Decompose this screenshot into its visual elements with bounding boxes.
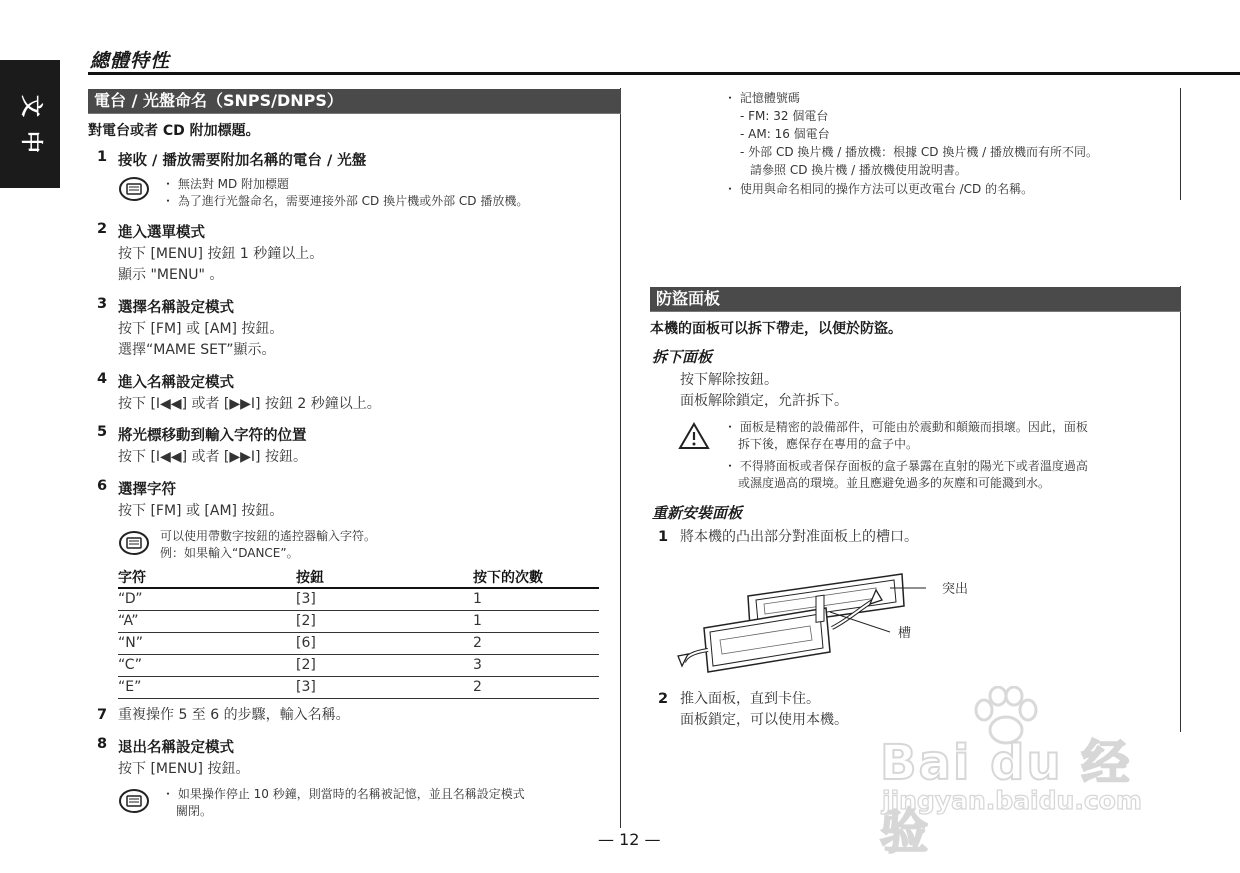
table-cell: 2: [473, 632, 599, 654]
step-line: 按下 [FM] 或 [AM] 按鈕。: [118, 321, 284, 337]
table-row: [118, 610, 599, 632]
table-row: [118, 588, 599, 610]
column-divider-bottom: [1180, 286, 1181, 732]
remove-line: 按下解除按鈕。: [680, 372, 778, 388]
table-cell: “D”: [118, 588, 296, 610]
step-title: 進入選單模式: [118, 225, 205, 241]
column-divider: [620, 88, 621, 828]
step-title: 退出名稱設定模式: [118, 740, 234, 756]
table-cell: 2: [473, 676, 599, 698]
step-line: 按下 [I◀◀] 或者 [▶▶I] 按鈕。: [118, 449, 307, 465]
table-cell: “E”: [118, 676, 296, 698]
note-line: ・ 如果操作停止 10 秒鐘，則當時的名稱被記憶，並且名稱設定模式: [162, 787, 525, 801]
table-cell: “N”: [118, 632, 296, 654]
step-number: 2: [658, 691, 669, 707]
memory-note: ・ 使用與命名相同的操作方法可以更改電台 /CD 的名稱。: [724, 182, 1034, 196]
language-char: 文: [17, 94, 43, 118]
note-icon: [118, 176, 150, 202]
step-line: 按下 [MENU] 按鈕 1 秒鐘以上。: [118, 246, 324, 262]
table-cell: 1: [473, 588, 599, 610]
step-line: 推入面板，直到卡住。: [680, 691, 820, 707]
table-header-row: [118, 567, 599, 588]
note-icon: [118, 530, 150, 556]
step-number: 5: [97, 424, 108, 440]
note-line: ・ 無法對 MD 附加標題: [162, 177, 290, 191]
header-rule: [88, 72, 1240, 75]
section-intro: 對電台或者 CD 附加標題。: [88, 123, 260, 139]
warning-line: ・ 不得將面板或者保存面板的盒子暴露在直射的陽光下或者溫度過高: [724, 459, 1088, 473]
step-line: 顯示 "MENU" 。: [118, 267, 224, 283]
page-title: 總體特性: [90, 50, 171, 72]
step-title: 選擇名稱設定模式: [118, 300, 234, 316]
table-cell: [3]: [296, 676, 473, 698]
step-number: 3: [97, 296, 108, 312]
table-cell: [3]: [296, 588, 473, 610]
warning-line: 或濕度過高的環境。並且應避免過多的灰塵和可能濺到水。: [738, 476, 1051, 490]
memory-note: ・ 記憶體號碼: [724, 91, 800, 105]
table-cell: [6]: [296, 632, 473, 654]
note-line: ・ 為了進行光盤命名，需要連接外部 CD 換片機或外部 CD 播放機。: [162, 194, 529, 208]
step-line: 將本機的凸出部分對准面板上的槽口。: [680, 529, 918, 545]
table-row: [118, 632, 599, 654]
label-protrusion: 突出: [942, 582, 969, 597]
step-number: 6: [97, 478, 108, 494]
note-line: 例：如果輸入“DANCE”。: [160, 546, 299, 560]
language-char: 中: [17, 130, 43, 154]
table-cell: “A”: [118, 610, 296, 632]
step-title: 選擇字符: [118, 482, 176, 498]
memory-note: - FM: 32 個電台: [740, 109, 829, 123]
memory-note: 請參照 CD 換片機 / 播放機使用說明書。: [750, 163, 967, 177]
section-bar-antitheft: 防盜面板: [650, 287, 1181, 311]
remove-line: 面板解除鎖定，允許拆下。: [680, 393, 848, 409]
step-line: 選擇“MAME SET”顯示。: [118, 342, 276, 358]
column-divider-top: [1180, 88, 1181, 200]
watermark-brand: Bai du 经验: [880, 735, 1132, 860]
table-cell: [2]: [296, 610, 473, 632]
section-rule: [88, 113, 621, 114]
step-number: 8: [97, 736, 108, 752]
step-line: 按下 [FM] 或 [AM] 按鈕。: [118, 503, 284, 519]
step-title: 進入名稱設定模式: [118, 375, 234, 391]
step-number: 1: [658, 529, 669, 545]
section-intro: 本機的面板可以拆下帶走，以便於防盜。: [650, 321, 902, 337]
table-cell: “C”: [118, 654, 296, 676]
note-icon: [118, 788, 150, 814]
memory-note: - AM: 16 個電台: [740, 127, 830, 141]
character-table: [118, 567, 599, 699]
table-row: [118, 676, 599, 698]
warning-line: ・ 面板是精密的設備部件，可能由於震動和顛簸而損壞。因此，面板: [724, 420, 1088, 434]
step-number: 1: [97, 149, 108, 165]
table-row: [118, 654, 599, 676]
subheading-reinstall: 重新安裝面板: [652, 504, 743, 522]
section-bar-naming: 電台 / 光盤命名（SNPS/DNPS）: [88, 89, 621, 113]
step-title: 接收 / 播放需要附加名稱的電台 / 光盤: [118, 153, 367, 169]
subheading-remove: 拆下面板: [652, 348, 713, 366]
watermark-url: jingyan.baidu.com: [882, 786, 1142, 815]
memory-note: - 外部 CD 換片機 / 播放機：根據 CD 換片機 / 播放機而有所不同。: [740, 145, 1098, 159]
step-line: 重複操作 5 至 6 的步驟，輸入名稱。: [118, 707, 350, 723]
step-number: 7: [97, 707, 108, 723]
table-cell: 1: [473, 610, 599, 632]
warning-icon: [678, 422, 710, 450]
step-line: 按下 [MENU] 按鈕。: [118, 761, 250, 777]
table-header: 字符: [118, 567, 296, 588]
step-title: 將光標移動到輸入字符的位置: [118, 428, 307, 444]
step-number: 2: [97, 221, 108, 237]
language-tab: [0, 60, 60, 188]
table-header: 按下的次數: [473, 567, 599, 588]
warning-line: 拆下後，應保存在專用的盒子中。: [738, 437, 919, 451]
watermark: [876, 686, 1176, 860]
step-line: 面板鎖定，可以使用本機。: [680, 712, 848, 728]
page-number: — 12 —: [598, 830, 661, 849]
table-header: 按鈕: [296, 567, 473, 588]
step-number: 4: [97, 371, 108, 387]
note-line: 可以使用帶數字按鈕的遙控器輸入字符。: [160, 529, 377, 543]
table-cell: 3: [473, 654, 599, 676]
label-slot: 槽: [898, 626, 912, 641]
step-line: 按下 [I◀◀] 或者 [▶▶I] 按鈕 2 秒鐘以上。: [118, 396, 381, 412]
faceplate-diagram: [676, 566, 926, 676]
table-cell: [2]: [296, 654, 473, 676]
section-rule: [650, 311, 1181, 312]
note-line: 關閉。: [176, 804, 213, 818]
